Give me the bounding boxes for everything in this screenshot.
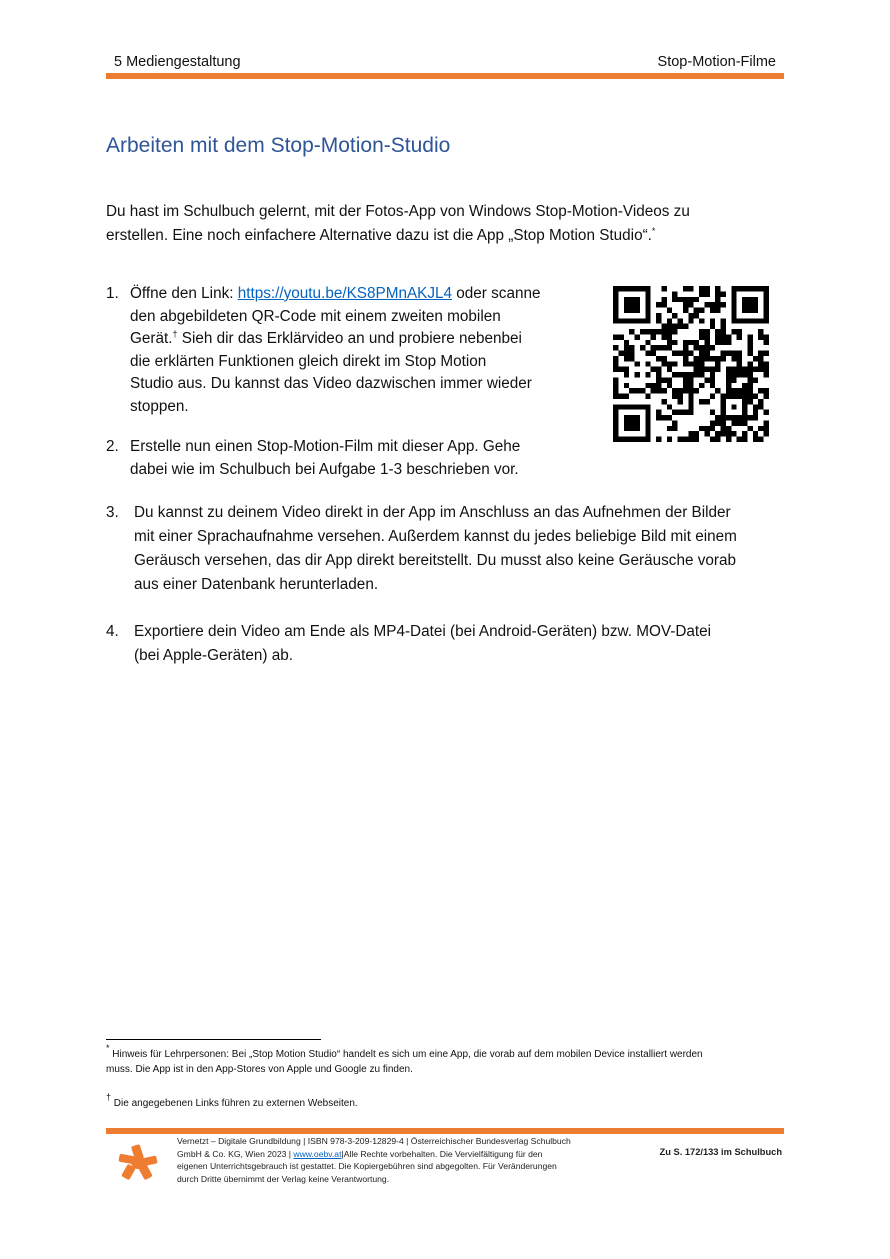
chapter-label: 5 Mediengestaltung [114, 54, 241, 70]
list-number: 4. [106, 623, 119, 640]
intro-line-2: erstellen. Eine noch einfachere Alternative dazu ist die App „Stop Motion Studio“. [106, 227, 652, 244]
footnote-2: † Die angegebenen Links führen zu externen Webseiten. [106, 1092, 358, 1109]
list-item-text: Du kannst zu deinem Video direkt in der App im Anschluss an das Aufnehmen der Bilder mit einer Sprachaufnahme versehen. Außerdem kannst du jedes beliebige Bild mit einem Geräusch versehen, das dir App direkt bereitstellt. Du musst also keine Geräusche vorab aus einer Datenbank herunterladen. [134, 504, 737, 593]
footnote-separator [106, 1039, 321, 1040]
header-rule [106, 73, 784, 79]
intro-paragraph [106, 200, 766, 248]
footnote-ref-2[interactable]: † [172, 329, 178, 339]
list-number: 2. [106, 438, 119, 455]
list-item-text: Erstelle nun einen Stop-Motion-Film mit dieser App. Gehe dabei wie im Schulbuch bei Aufgabe 1-3 beschrieben vor. [130, 438, 521, 478]
youtube-link[interactable]: https://youtu.be/KS8PMnAKJL4 [237, 285, 453, 302]
footer-rule [106, 1128, 784, 1134]
list-item-text: Öffne den Link: https://youtu.be/KS8PMnAKJL4 oder scanne den abgebildeten QR-Code mit einem zweiten mobilen Gerät.† Sieh dir das Erklärvideo an und probiere nebenbei die erklärten Funktionen gleich direkt im Stop Motion Studio aus. Du kannst das Video dazwischen immer wieder stoppen. [130, 285, 541, 415]
footnote-1: * Hinweis für Lehrpersonen: Bei „Stop Motion Studio“ handelt es sich um eine App, die vorab auf dem mobilen Device installiert werden muss. Die App ist in den App-Stores von Apple und Google zu finden. [106, 1043, 703, 1075]
footnote-ref-1[interactable]: * [651, 226, 656, 236]
list-number: 3. [106, 504, 119, 521]
topic-label: Stop-Motion-Filme [657, 54, 776, 70]
list-item-text: Exportiere dein Video am Ende als MP4-Datei (bei Android-Geräten) bzw. MOV-Datei (bei Apple-Geräten) ab. [134, 623, 712, 664]
oebv-logo-icon [118, 1144, 158, 1180]
list-number: 1. [106, 285, 119, 302]
oebv-website-link[interactable]: www.oebv.at [293, 1148, 342, 1159]
schoolbook-page-reference: Zu S. 172/133 im Schulbuch [659, 1147, 782, 1157]
page-title: Arbeiten mit dem Stop-Motion-Studio [106, 134, 451, 157]
qr-code-icon [613, 286, 769, 442]
intro-line-1: Du hast im Schulbuch gelernt, mit der Fotos-App von Windows Stop-Motion-Videos zu [106, 203, 690, 220]
footer-legal-text: Vernetzt – Digitale Grundbildung | ISBN 978-3-209-12829-4 | Österreichischer Bundesverlag Schulbuch GmbH & Co. KG, Wien 2023 | www.oebv.at|Alle Rechte vorbehalten. Die Vervielfältigung für den eigenen Unterrichtsgebrauch ist gestattet. Die Kopiergebühren sind abgegolten. Für Veränderungen durch Dritte übernimmt der Verlag keine Verantwortung. [177, 1136, 571, 1184]
page-header [106, 54, 784, 80]
